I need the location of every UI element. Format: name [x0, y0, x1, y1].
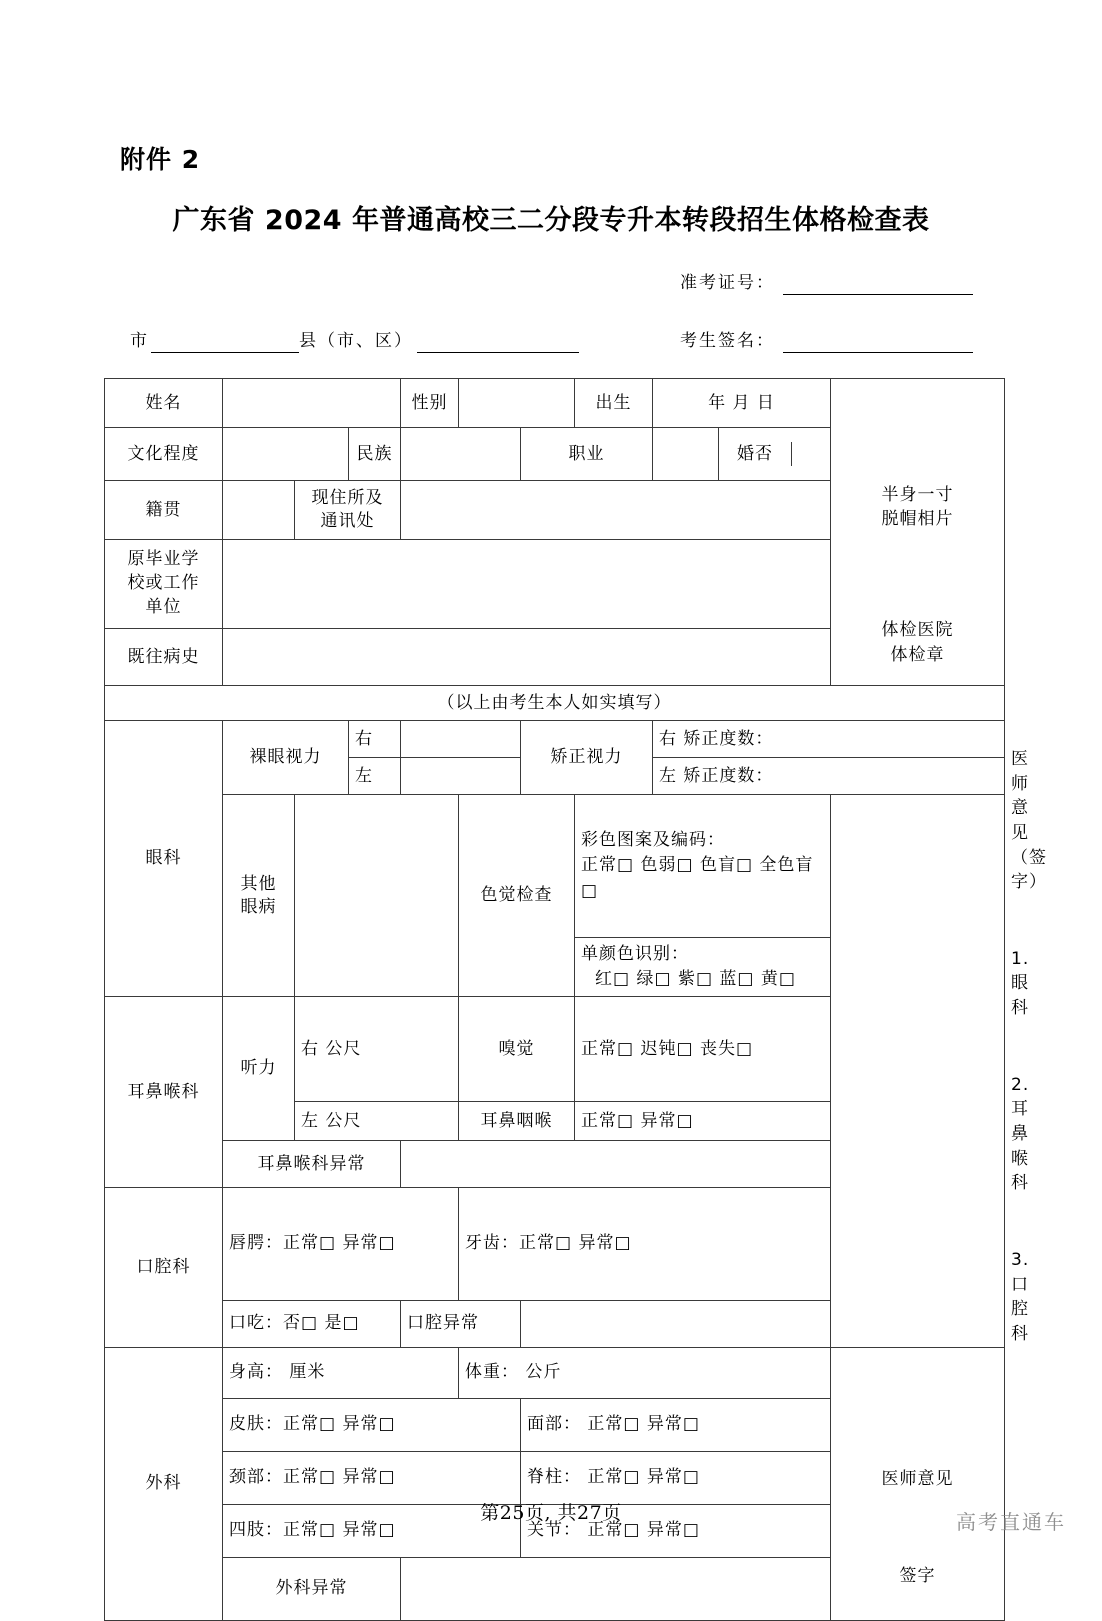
page-number: 第25页, 共27页: [480, 1502, 622, 1524]
other-eye-disease-label: [223, 795, 295, 997]
photo-line-3: 体检医院: [881, 620, 954, 640]
spine-cell[interactable]: 脊柱： 正常□ 异常□: [521, 1451, 831, 1504]
table-row: 眼科 裸眼视力 右 矫正视力 右 矫正度数： 医师意见 （签字） 1.眼 科 2.耳鼻喉科 3.口腔科: [105, 721, 1005, 758]
smell-options-cell[interactable]: 正常□ 迟钝□ 丧失□: [575, 997, 831, 1102]
ticket-number-label: 准考证号：: [680, 273, 775, 293]
oral-abnormal-input[interactable]: [521, 1300, 831, 1347]
address-label-line-1: 现住所及: [311, 488, 384, 509]
marital-label-wrap: [719, 428, 831, 481]
ent-abnormal-label: 耳鼻喉科异常: [223, 1140, 401, 1187]
origin-input-cell[interactable]: [223, 481, 295, 540]
corrected-vision-right-row[interactable]: 右 矫正度数：: [653, 721, 1005, 758]
table-row: [105, 686, 1005, 721]
candidate-signature-label: 考生签名：: [680, 331, 775, 351]
table-row: [105, 997, 1005, 1102]
surgery-abnormal-input[interactable]: [401, 1557, 831, 1620]
occupation-input-cell[interactable]: [653, 428, 719, 481]
name-label: 姓名: [105, 379, 223, 428]
table-row: [105, 1187, 1005, 1300]
city-county-field: [130, 326, 579, 353]
table-row: [105, 795, 1005, 938]
county-label: 县（市、区）: [299, 331, 413, 351]
other-eye-disease-input[interactable]: [295, 795, 459, 997]
address-label-line-2: 通讯处: [320, 511, 375, 531]
skin-cell[interactable]: 皮肤：正常□ 异常□: [223, 1398, 521, 1451]
ticket-number-blank-line[interactable]: [783, 293, 973, 295]
ethnicity-input-cell[interactable]: [401, 428, 521, 481]
photo-line-2: 脱帽相片: [881, 509, 954, 530]
section-label-eye: 眼科: [105, 721, 223, 997]
weight-cell[interactable]: 体重： 公斤: [459, 1347, 831, 1398]
hearing-left-row[interactable]: 左 公尺: [295, 1101, 459, 1140]
height-cell[interactable]: 身高： 厘米: [223, 1347, 459, 1398]
naked-vision-right-input[interactable]: [401, 721, 521, 758]
other-eye-disease-line-2: 眼病: [240, 896, 277, 917]
face-cell[interactable]: 面部： 正常□ 异常□: [521, 1398, 831, 1451]
other-eye-disease-line-1: 其他: [240, 873, 277, 894]
marital-label: 婚否: [737, 443, 774, 464]
photo-line-4: 体检章: [890, 644, 945, 665]
corrected-vision-label: 矫正视力: [521, 721, 653, 795]
gender-input-cell[interactable]: [459, 379, 575, 428]
section-label-surgery: 外科: [105, 1347, 223, 1620]
joints-cell[interactable]: 关节： 正常□ 异常□: [521, 1504, 831, 1557]
doctor-opinion-surgery-signature[interactable]: 签字: [899, 1565, 936, 1586]
school-label-line-2: 校或工作: [127, 573, 200, 594]
address-input-cell[interactable]: [401, 481, 831, 540]
color-pattern-cell[interactable]: [575, 795, 831, 938]
table-row: [105, 1300, 1005, 1347]
limbs-cell[interactable]: 四肢：正常□ 异常□: [223, 1504, 521, 1557]
ent-abnormal-input[interactable]: [401, 1140, 831, 1187]
single-color-line-1: 单颜色识别：: [581, 943, 690, 964]
marital-input-cell[interactable]: [792, 442, 831, 467]
color-pattern-line-2: 正常□ 色弱□ 色盲□ 全色盲□: [581, 855, 814, 901]
gender-label: 性别: [401, 379, 459, 428]
photo-and-stamp-cell: [831, 379, 1005, 686]
oral-abnormal-label: 口腔异常: [401, 1300, 521, 1347]
single-color-cell[interactable]: [575, 938, 831, 997]
candidate-signature-field: [680, 326, 973, 353]
throat-options-cell[interactable]: 正常□ 异常□: [575, 1101, 831, 1140]
education-input-cell[interactable]: [223, 428, 349, 481]
school-label-line-1: 原毕业学: [127, 549, 200, 570]
lip-palate-cell[interactable]: 唇腭：正常□ 异常□: [223, 1187, 459, 1300]
school-label: [105, 540, 223, 629]
address-label: [295, 481, 401, 540]
education-label: 文化程度: [105, 428, 223, 481]
hearing-right-row[interactable]: 右 公尺: [295, 997, 459, 1102]
ethnicity-label: 民族: [349, 428, 401, 481]
stutter-cell[interactable]: 口吃：否□ 是□: [223, 1300, 401, 1347]
smell-label: 嗅觉: [459, 997, 575, 1102]
hearing-label: 听力: [223, 997, 295, 1141]
attachment-label: 附件 2: [120, 145, 201, 174]
teeth-cell[interactable]: 牙齿：正常□ 异常□: [459, 1187, 831, 1300]
single-color-line-2: 红□ 绿□ 紫□ 蓝□ 黄□: [595, 969, 796, 990]
birth-label: 出生: [575, 379, 653, 428]
school-input-cell[interactable]: [223, 540, 831, 629]
page-title: 广东省 2024 年普通高校三二分段专升本转段招生体格检查表: [172, 205, 930, 236]
table-row: [105, 1140, 1005, 1187]
medical-history-input-cell[interactable]: [223, 629, 831, 686]
corrected-vision-left-row[interactable]: 左 矫正度数：: [653, 758, 1005, 795]
candidate-signature-blank-line[interactable]: [783, 351, 973, 353]
self-fill-notice: （以上由考生本人如实填写）: [105, 686, 1005, 721]
naked-vision-label: 裸眼视力: [223, 721, 349, 795]
occupation-label: 职业: [521, 428, 653, 481]
color-pattern-line-1: 彩色图案及编码：: [581, 829, 726, 850]
city-label: 市: [130, 331, 149, 351]
ticket-number-field: [680, 268, 973, 295]
birth-date-cell[interactable]: 年 月 日: [653, 379, 831, 428]
neck-cell[interactable]: 颈部：正常□ 异常□: [223, 1451, 521, 1504]
name-input-cell[interactable]: [223, 379, 401, 428]
naked-vision-left-label: 左: [349, 758, 401, 795]
doctor-opinion-surgery-cell: [831, 1347, 1005, 1620]
table-row: [105, 1347, 1005, 1398]
county-blank-line[interactable]: [417, 351, 579, 353]
surgery-abnormal-label: 外科异常: [223, 1557, 401, 1620]
section-label-ent: 耳鼻喉科: [105, 997, 223, 1188]
photo-line-1: 半身一寸: [881, 484, 954, 505]
throat-label: 耳鼻咽喉: [459, 1101, 575, 1140]
medical-history-label: 既往病史: [105, 629, 223, 686]
naked-vision-right-label: 右: [349, 721, 401, 758]
school-label-line-3: 单位: [145, 596, 182, 617]
table-row: [105, 379, 1005, 428]
origin-label: 籍贯: [105, 481, 223, 540]
city-blank-line[interactable]: [151, 351, 299, 353]
watermark: 高考直通车: [956, 1510, 1066, 1534]
section-label-oral: 口腔科: [105, 1187, 223, 1347]
naked-vision-left-input[interactable]: [401, 758, 521, 795]
color-vision-label: 色觉检查: [459, 795, 575, 997]
doctor-opinion-surgery-heading: 医师意见: [881, 1468, 954, 1489]
